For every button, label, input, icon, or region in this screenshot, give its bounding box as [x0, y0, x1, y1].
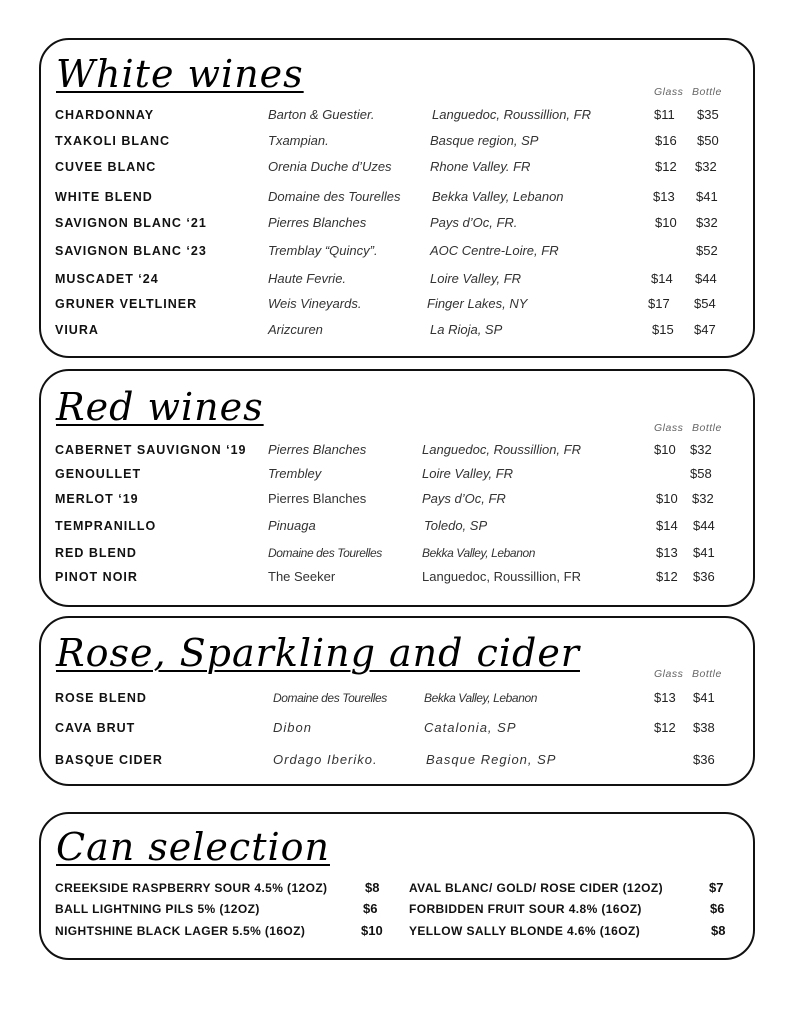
wine-row [0, 214, 791, 232]
red-bottle-header: Bottle [692, 422, 722, 434]
wine-producer: Weis Vineyards. [268, 296, 362, 311]
wine-producer: The Seeker [268, 569, 336, 584]
wine-region: Pays d’Oc, FR. [430, 215, 518, 230]
wine-row [0, 568, 791, 586]
wine-row [0, 751, 791, 769]
red-wines-title: Red wines [56, 385, 264, 429]
can-item-price: $10 [361, 923, 383, 938]
wine-producer: Txampian. [268, 133, 329, 148]
wine-region: AOC Centre-Loire, FR [430, 243, 559, 258]
bottle-price: $41 [693, 690, 715, 705]
wine-region: Languedoc, Roussillion, FR [432, 107, 591, 122]
wine-name: GRUNER VELTLINER [55, 297, 198, 311]
wine-producer: Domaine des Tourelles [268, 546, 382, 560]
wine-producer: Barton & Guestier. [268, 107, 375, 122]
bottle-price: $32 [695, 159, 717, 174]
wine-row [0, 689, 791, 707]
wine-row [0, 321, 791, 339]
wine-region: La Rioja, SP [430, 322, 503, 337]
wine-producer: Pierres Blanches [268, 215, 367, 230]
wine-name: CABERNET SAUVIGNON ‘19 [55, 443, 247, 457]
wine-row [0, 106, 791, 124]
wine-region: Languedoc, Roussillion, FR [422, 442, 581, 457]
glass-price: $17 [648, 296, 670, 311]
wine-region: Toledo, SP [424, 518, 488, 533]
wine-name: RED BLEND [55, 546, 137, 560]
glass-price: $13 [653, 189, 675, 204]
wine-producer: Arizcuren [268, 322, 323, 337]
bottle-price: $32 [696, 215, 718, 230]
wine-producer: Pierres Blanches [268, 491, 367, 506]
wine-producer: Tremblay “Quincy”. [268, 243, 378, 258]
can-item-name: BALL LIGHTNING PILS 5% (12OZ) [55, 902, 260, 916]
wine-row [0, 544, 791, 562]
glass-price: $13 [654, 690, 676, 705]
can-item-name: CREEKSIDE RASPBERRY SOUR 4.5% (12OZ) [55, 881, 328, 895]
wine-name: SAVIGNON BLANC ‘21 [55, 216, 207, 230]
wine-region: Languedoc, Roussillion, FR [422, 569, 581, 584]
bottle-price: $41 [693, 545, 715, 560]
can-item-price: $7 [709, 880, 724, 895]
wine-producer: Domaine des Tourelles [273, 691, 387, 705]
wine-name: CHARDONNAY [55, 108, 155, 122]
wine-row [0, 270, 791, 288]
glass-price: $13 [656, 545, 678, 560]
glass-price: $14 [651, 271, 673, 286]
glass-price: $15 [652, 322, 674, 337]
glass-price: $12 [655, 159, 677, 174]
wine-name: MUSCADET ‘24 [55, 272, 159, 286]
wine-producer: Ordago Iberiko. [273, 752, 378, 767]
wine-region: Basque Region, SP [426, 752, 557, 767]
wine-name: TEMPRANILLO [55, 519, 157, 533]
wine-region: Bekka Valley, Lebanon [424, 691, 538, 705]
wine-name: VIURA [55, 323, 99, 337]
wine-producer: Domaine des Tourelles [268, 189, 401, 204]
bottle-price: $47 [694, 322, 716, 337]
wine-producer: Haute Fevrie. [268, 271, 347, 286]
can-item-name: FORBIDDEN FRUIT SOUR 4.8% (16OZ) [409, 902, 642, 916]
wine-producer: Orenia Duche d’Uzes [268, 159, 392, 174]
glass-price: $10 [656, 491, 678, 506]
can-item-price: $6 [710, 901, 725, 916]
can-item-price: $6 [363, 901, 378, 916]
wine-row [0, 158, 791, 176]
wine-name: CAVA BRUT [55, 721, 136, 735]
wine-row [0, 441, 791, 459]
wine-region: Loire Valley, FR [422, 466, 514, 481]
wine-name: BASQUE CIDER [55, 753, 163, 767]
glass-price: $10 [655, 215, 677, 230]
wine-row [0, 719, 791, 737]
wine-producer: Dibon [273, 720, 312, 735]
bottle-price: $35 [697, 107, 719, 122]
bottle-price: $32 [692, 491, 714, 506]
white-wines-title: White wines [56, 52, 304, 96]
red-glass-header: Glass [654, 422, 684, 434]
rose-glass-header: Glass [654, 668, 684, 680]
can-selection-title: Can selection [56, 825, 330, 869]
can-item-name: YELLOW SALLY BLONDE 4.6% (16OZ) [409, 924, 641, 938]
glass-price: $16 [655, 133, 677, 148]
glass-price: $14 [656, 518, 678, 533]
wine-name: SAVIGNON BLANC ‘23 [55, 244, 207, 258]
wine-row [0, 242, 791, 260]
bottle-price: $54 [694, 296, 716, 311]
wine-region: Loire Valley, FR [430, 271, 522, 286]
can-item-price: $8 [365, 880, 380, 895]
bottle-price: $44 [693, 518, 715, 533]
rose-sparkling-cider-title: Rose, Sparkling and cider [56, 631, 580, 675]
wine-region: Bekka Valley, Lebanon [422, 546, 536, 560]
wine-region: Finger Lakes, NY [427, 296, 528, 311]
wine-producer: Trembley [268, 466, 322, 481]
bottle-price: $41 [696, 189, 718, 204]
bottle-price: $36 [693, 752, 715, 767]
wine-row [0, 295, 791, 313]
wine-name: TXAKOLI BLANC [55, 134, 171, 148]
wine-name: GENOULLET [55, 467, 142, 481]
wine-region: Rhone Valley. FR [430, 159, 531, 174]
bottle-price: $32 [690, 442, 712, 457]
bottle-price: $58 [690, 466, 712, 481]
can-item-name: NIGHTSHINE BLACK LAGER 5.5% (16OZ) [55, 924, 306, 938]
bottle-price: $50 [697, 133, 719, 148]
bottle-price: $44 [695, 271, 717, 286]
wine-name: PINOT NOIR [55, 570, 138, 584]
glass-price: $12 [654, 720, 676, 735]
wine-row [0, 465, 791, 483]
wine-row [0, 490, 791, 508]
can-item-name: AVAL BLANC/ GOLD/ ROSE CIDER (12OZ) [409, 881, 664, 895]
wine-row [0, 132, 791, 150]
wine-name: CUVEE BLANC [55, 160, 157, 174]
wine-region: Pays d’Oc, FR [422, 491, 506, 506]
glass-price: $12 [656, 569, 678, 584]
can-item-price: $8 [711, 923, 726, 938]
glass-price: $10 [654, 442, 676, 457]
wine-name: MERLOT ‘19 [55, 492, 139, 506]
bottle-price: $36 [693, 569, 715, 584]
white-glass-header: Glass [654, 86, 684, 98]
bottle-price: $52 [696, 243, 718, 258]
wine-region: Basque region, SP [430, 133, 539, 148]
rose-bottle-header: Bottle [692, 668, 722, 680]
wine-name: ROSE BLEND [55, 691, 147, 705]
white-bottle-header: Bottle [692, 86, 722, 98]
wine-producer: Pierres Blanches [268, 442, 367, 457]
wine-row [0, 188, 791, 206]
bottle-price: $38 [693, 720, 715, 735]
glass-price: $11 [654, 107, 675, 122]
wine-producer: Pinuaga [268, 518, 316, 533]
wine-region: Catalonia, SP [424, 720, 517, 735]
wine-row [0, 517, 791, 535]
wine-region: Bekka Valley, Lebanon [432, 189, 564, 204]
wine-name: WHITE BLEND [55, 190, 153, 204]
